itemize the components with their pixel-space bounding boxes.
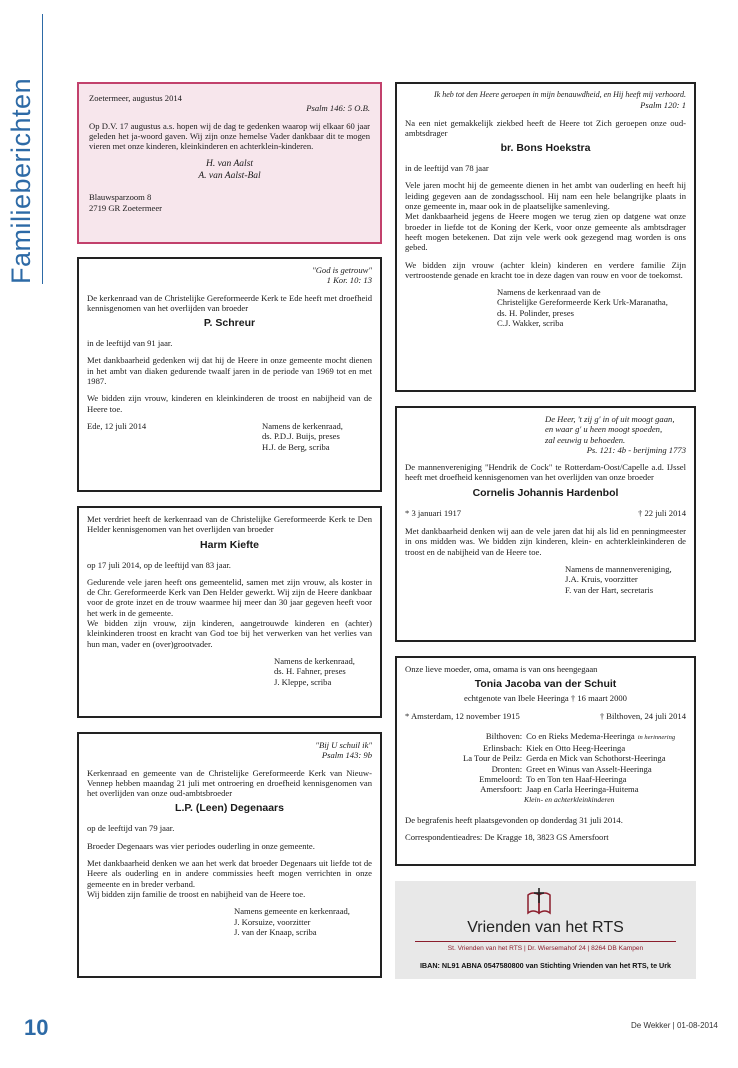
family-row <box>463 774 675 784</box>
family-names <box>526 753 675 763</box>
sig1: Namens de mannenvereniging, <box>565 563 672 574</box>
quote2: en waar g' u heen moogt spoeden, <box>545 424 663 435</box>
rts-address: St. Vrienden van het RTS | Dr. Wiersemahof 24 | 8264 DB Kampen <box>447 945 644 952</box>
family-names-text: Greet en Winus van Asselt-Heeringa <box>526 763 652 774</box>
family-names <box>526 764 675 774</box>
spouse: echtgenote van Ibele Heeringa † 16 maart 2000 <box>464 693 627 704</box>
rts-advert <box>395 881 696 979</box>
place-date: Zoetermeer, augustus 2014 <box>89 93 182 103</box>
family-location: La Tour de Peilz: <box>463 753 523 764</box>
footer: De Wekker | 01-08-2014 <box>631 1021 718 1030</box>
deceased-name: P. Schreur <box>203 317 256 330</box>
text1: Broeder Degenaars was vier periodes ouderling in onze gemeente. <box>87 840 315 851</box>
family-list <box>463 731 675 795</box>
sig2: J. Korsuize, voorzitter <box>234 916 311 927</box>
sig1: Namens gemeente en kerkenraad, <box>234 906 350 917</box>
sig3: F. van der Hart, secretaris <box>565 584 654 595</box>
family-names-text: To en Ton ten Haaf-Heeringa <box>526 774 627 785</box>
deceased-name: br. Bons Hoekstra <box>500 142 591 155</box>
family-row <box>463 764 675 774</box>
text1: Vele jaren mocht hij de gemeente dienen in het ambt van ouderling en heeft hij leiding gegeven aan de zondagsschool. Hij nam een hele belangrijke plaats in onze gemeente in, maar ook in de plaatselijke samenleving. <box>405 180 686 212</box>
quote: Ik heb tot den Heere geroepen in mijn benauwdheid, en Hij heeft mij verhoord. <box>433 90 686 99</box>
quote: "God is getrouw" <box>312 265 372 275</box>
intro: De kerkenraad van de Christelijke Gereformeerde Kerk te Ede heeft met droefheid kennisgenomen van het overlijden van broeder <box>87 292 372 313</box>
ref: 1 Kor. 10: 13 <box>326 275 372 286</box>
family-row <box>463 743 675 753</box>
family-location: Dronten: <box>491 763 523 774</box>
notice-hardenbol <box>395 406 696 642</box>
died: † Bilthoven, 24 juli 2014 <box>599 710 686 721</box>
family-location: Emmeloord: <box>479 774 523 785</box>
age: op 17 juli 2014, op de leeftijd van 83 jaar. <box>87 559 231 570</box>
text1: Met dankbaarheid denken wij aan de vele jaren dat hij als lid en penningmeester in ons midden was. We bidden zijn kinderen, klein- en achterkleinkinderen de troost en de nabijheid van de Heere toe. <box>405 526 686 557</box>
intro: Met verdriet heeft de kerkenraad van de Christelijke Gereformeerde Kerk te Den Helder kennisgenomen van het overlijden van broeder <box>87 514 372 535</box>
sig1: Namens de kerkenraad, <box>262 420 343 431</box>
notice-hoekstra <box>395 82 696 392</box>
notice-degenaars <box>77 732 382 978</box>
address: Correspondentieadres: De Kragge 18, 3823 GS Amersfoort <box>405 832 609 843</box>
sig2: ds. H. Fahner, preses <box>274 666 346 677</box>
deceased-name: L.P. (Leen) Degenaars <box>175 802 284 815</box>
text: Op D.V. 17 augustus a.s. hopen wij de dag te gedenken waarop wij elkaar 60 jaar geleden het ja-woord gaven. Wij zijn onze hemelse Vader dankbaar dit te mogen vieren met onze kinderen, kleinkinderen en achterklein-kinderen. <box>89 120 370 152</box>
family-names <box>526 743 675 753</box>
ref: Psalm 143: 9b <box>321 750 372 761</box>
verse: Psalm 146: 5 O.B. <box>306 103 370 114</box>
sig1: Namens de kerkenraad van de <box>497 287 601 298</box>
notice-schuit <box>395 656 696 866</box>
text1: Met dankbaarheid gedenken wij dat hij de Heere in onze gemeente mocht dienen in het ambt van diaken gedurende twaalf jaren in de periode van 1969 tot en met 1987. <box>87 355 372 387</box>
rts-logo-icon <box>525 887 553 917</box>
rts-divider <box>415 941 676 942</box>
text2: Met dankbaarheid jegens de Heere mogen we terug zien op datgene wat onze broeder in liefde tot de Koning der Kerk, voor onze gemeente als ambtsdrager heeft mogen betekenen. Dat zijn vele werk ook gezegend mag worden is ons gebed. <box>405 211 686 253</box>
page-number: 10 <box>24 1015 49 1040</box>
address2: 2719 GR Zoetermeer <box>89 202 163 213</box>
place-date: Ede, 12 juli 2014 <box>87 420 147 431</box>
sig2: J.A. Kruis, voorzitter <box>565 574 638 585</box>
notice-kiefte <box>77 506 382 718</box>
age: in de leeftijd van 78 jaar <box>405 163 489 174</box>
age: op de leeftijd van 79 jaar. <box>87 823 175 834</box>
sig3: H.J. de Berg, scriba <box>262 441 330 452</box>
text3: Wij bidden zijn familie de troost en nabijheid van de Heere toe. <box>87 888 306 899</box>
family-row <box>463 731 675 743</box>
rts-title: Vrienden van het RTS <box>467 919 624 936</box>
sig2: Christelijke Gereformeerde Kerk Urk-Maranatha, <box>497 297 668 308</box>
born: * Amsterdam, 12 november 1915 <box>405 710 520 721</box>
family-location: Erlinsbach: <box>483 743 523 754</box>
family-location: Amersfoort: <box>480 784 523 795</box>
quote3: zal eeuwig u behoeden. <box>545 434 626 445</box>
intro: Na een niet gemakkelijk ziekbed heeft de Heere tot Zich geroepen onze oud-ambtsdrager <box>405 117 686 138</box>
section-title: Familieberichten <box>6 77 36 284</box>
family-names-text: Jaap en Carla Heeringa-Huitema <box>526 784 639 795</box>
family-names <box>526 784 675 794</box>
text2: We bidden zijn vrouw, kinderen en kleinkinderen de troost en nabijheid van de Heere toe. <box>87 393 372 414</box>
name1: H. van Aalst <box>205 159 254 170</box>
family-row <box>463 753 675 763</box>
intro: Kerkenraad en gemeente van de Christelijke Gereformeerde Kerk van Nieuw-Vennep hebben maandag 21 juli met ontroering en droefheid kennisgenomen van het overlijden van onze oud-ambtsbroeder <box>87 767 372 799</box>
notice-schreur <box>77 257 382 492</box>
family-names-text: Kiek en Otto Heeg-Heeringa <box>526 743 626 754</box>
age: in de leeftijd van 91 jaar. <box>87 338 173 349</box>
name2: A. van Aalst-Bal <box>198 171 261 182</box>
text2: We bidden zijn vrouw, zijn kinderen, aangetrouwde kinderen en (achter) kleinkinderen troost en kracht van God toe bij het verwerken van het verlies van hun man, vader en (over)grootvader. <box>87 618 372 649</box>
sig2: ds. P.D.J. Buijs, preses <box>262 431 340 442</box>
quote: "Bij U schuil ik" <box>315 740 372 750</box>
family-names <box>526 774 675 784</box>
deceased-name: Harm Kiefte <box>200 538 259 551</box>
family-names-text: Co en Rieks Medema-Heeringa <box>526 730 635 741</box>
sig3: ds. H. Polinder, preses <box>497 307 574 318</box>
deceased-name: Tonia Jacoba van der Schuit <box>474 678 617 691</box>
notice-aalst <box>77 82 382 244</box>
family-note: in herinnering <box>637 733 676 741</box>
ref: Psalm 120: 1 <box>640 100 686 111</box>
funeral: De begrafenis heeft plaatsgevonden op donderdag 31 juli 2014. <box>405 814 623 825</box>
rts-iban: IBAN: NL91 ABNA 0547580800 van Stichting Vrienden van het RTS, te Urk <box>419 961 672 970</box>
sig4: C.J. Wakker, scriba <box>497 318 564 329</box>
family-location: Bilthoven: <box>485 730 523 741</box>
text3: We bidden zijn vrouw (achter klein) kinderen en verdere familie Zijn vertroostende genade en kracht toe in deze dagen van rouw en voor de toekomst. <box>405 259 686 280</box>
grandchildren: Klein- en achterkleinkinderen <box>524 794 615 804</box>
sig3: J. van der Knaap, scriba <box>234 926 317 937</box>
address1: Blauwsparzoom 8 <box>89 192 152 203</box>
side-rule <box>42 14 43 284</box>
ref: Ps. 121: 4b - berijming 1773 <box>586 444 686 455</box>
intro: De mannenvereniging "Hendrik de Cock" te Rotterdam-Oost/Capelle a.d. IJssel heeft met droefheid kennisgenomen van het overlijden van onze broeder <box>405 462 686 483</box>
born: * 3 januari 1917 <box>405 507 462 518</box>
died: † 22 juli 2014 <box>638 507 686 518</box>
intro: Onze lieve moeder, oma, omama is van ons heengegaan <box>405 664 598 674</box>
quote1: De Heer, 't zij g' in of uit moogt gaan, <box>545 414 675 424</box>
text2: Met dankbaarheid denken we aan het werk dat broeder Degenaars uit liefde tot de Heere als ouderling en in andere commissies heeft mogen verrichten in onze gemeente en in breder verband. <box>87 858 372 889</box>
sig3: J. Kleppe, scriba <box>274 676 332 687</box>
sig1: Namens de kerkenraad, <box>274 655 355 666</box>
family-row <box>463 784 675 794</box>
deceased-name: Cornelis Johannis Hardenbol <box>472 486 619 499</box>
text1: Gedurende vele jaren heeft ons gemeentelid, samen met zijn vrouw, als koster in de Chr. Gereformeerde Kerk van Den Helder gewerkt. Wij zijn de Heere dankbaar voor de grote inzet en de trouw waarmee hij meer dan 30 jaar gegeven heeft voor het werk in de gemeente. <box>87 576 372 618</box>
family-names <box>526 731 675 743</box>
family-names-text: Gerda en Mick van Schothorst-Heeringa <box>526 753 666 764</box>
